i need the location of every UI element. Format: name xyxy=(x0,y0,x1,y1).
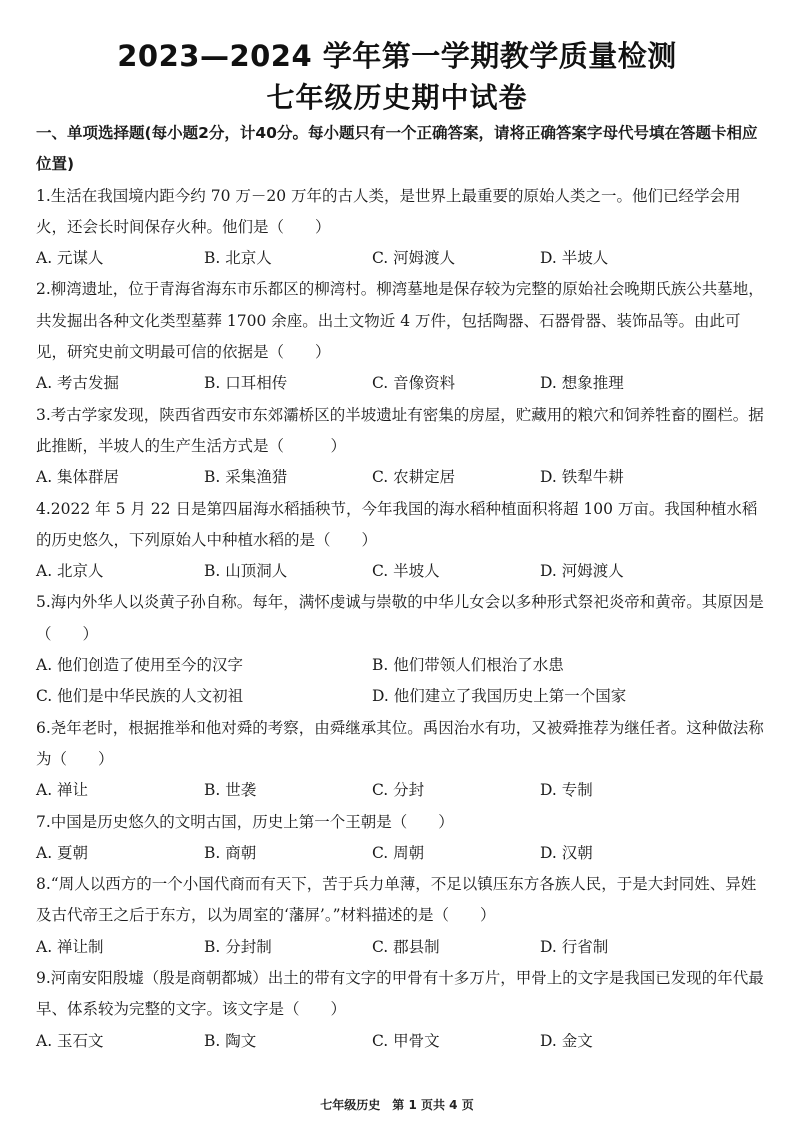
question-stem: 2.柳湾遗址，位于青海省海东市乐都区的柳湾村。柳湾墓地是保存较为完整的原始社会晚期氏族公共墓地，共发掘出各种文化类型墓葬 1700 余座。出土文物近 4 万件，包括陶器、石器骨器、装饰品等。由此可见，研究史前文明最可信的依据是（ ） xyxy=(36,280,764,362)
answer-option: C. 半坡人 xyxy=(372,562,440,581)
option-row xyxy=(36,1026,764,1057)
option-row xyxy=(36,838,764,869)
answer-option: A. 集体群居 xyxy=(36,468,120,487)
answer-option: A. 玉石文 xyxy=(36,1031,104,1050)
answer-option: C. 郡县制 xyxy=(372,937,440,956)
option-row xyxy=(36,775,764,806)
option-row xyxy=(36,681,764,712)
question-stem: 1.生活在我国境内距今约 70 万－20 万年的古人类，是世界上最重要的原始人类之一。他们已经学会用火，还会长时间保存火种。他们是（ ） xyxy=(36,186,741,236)
question-stem: 9.河南安阳殷墟（殷是商朝都城）出土的带有文字的甲骨有十多万片，甲骨上的文字是我国已发现的年代最早、体系较为完整的文字。该文字是（ ） xyxy=(36,969,764,1019)
answer-option: C. 他们是中华民族的人文初祖 xyxy=(36,687,244,706)
answer-option: D. 河姆渡人 xyxy=(540,562,624,581)
exam-title: 2023—2024 学年第一学期教学质量检测 xyxy=(117,39,677,73)
question-5 xyxy=(36,587,764,712)
answer-option: B. 北京人 xyxy=(204,249,272,268)
answer-option: D. 行省制 xyxy=(540,937,609,956)
question-list xyxy=(36,181,764,1057)
question-6 xyxy=(36,713,764,807)
page-footer: 七年级历史 第 1 页共 4 页 xyxy=(320,1098,474,1112)
answer-option: C. 周朝 xyxy=(372,843,425,862)
answer-option: A. 考古发掘 xyxy=(36,374,120,393)
answer-option: D. 金文 xyxy=(540,1031,593,1050)
option-row xyxy=(36,243,764,274)
exam-body xyxy=(36,118,764,1057)
answer-option: B. 商朝 xyxy=(204,843,257,862)
question-1 xyxy=(36,181,764,275)
option-row xyxy=(36,650,764,681)
answer-option: C. 甲骨文 xyxy=(372,1031,440,1050)
question-8 xyxy=(36,869,764,963)
question-stem: 3.考古学家发现，陕西省西安市东郊灞桥区的半坡遗址有密集的房屋，贮藏用的粮穴和饲养牲畜的圈栏。据此推断，半坡人的生产生活方式是（ ） xyxy=(36,405,764,455)
answer-option: D. 想象推理 xyxy=(540,374,624,393)
question-stem: 7.中国是历史悠久的文明古国，历史上第一个王朝是（ ） xyxy=(36,812,454,831)
section-heading: 一、单项选择题(每小题2分，计40分。每小题只有一个正确答案，请将正确答案字母代号填在答题卡相应位置) xyxy=(36,124,758,174)
answer-option: D. 专制 xyxy=(540,781,593,800)
answer-option: D. 半坡人 xyxy=(540,249,609,268)
answer-option: B. 分封制 xyxy=(204,937,272,956)
option-row xyxy=(36,462,764,493)
question-stem: 4.2022 年 5 月 22 日是第四届海水稻插秧节，今年我国的海水稻种植面积将超 100 万亩。我国种植水稻的历史悠久，下列原始人中种植水稻的是（ ） xyxy=(36,499,758,549)
option-row xyxy=(36,368,764,399)
answer-option: B. 世袭 xyxy=(204,781,257,800)
question-stem: 8.“周人以西方的一个小国代商而有天下，苦于兵力单薄，不足以镇压东方各族人民，于是大封同姓、异姓及古代帝王之后于东方，以为周室的‘藩屏’。”材料描述的是（ ） xyxy=(36,875,757,925)
answer-option: A. 元谋人 xyxy=(36,249,104,268)
question-3 xyxy=(36,400,764,494)
answer-option: B. 采集渔猎 xyxy=(204,468,288,487)
answer-option: A. 禅让 xyxy=(36,781,89,800)
answer-option: A. 禅让制 xyxy=(36,937,104,956)
answer-option: B. 陶文 xyxy=(204,1031,257,1050)
question-stem: 6.尧年老时，根据推举和他对舜的考察，由舜继承其位。禹因治水有功，又被舜推荐为继任者。这种做法称为（ ） xyxy=(36,718,764,768)
question-2 xyxy=(36,274,764,399)
answer-option: A. 夏朝 xyxy=(36,843,89,862)
exam-subtitle: 七年级历史期中试卷 xyxy=(266,81,528,114)
answer-option: D. 铁犁牛耕 xyxy=(540,468,624,487)
answer-option: D. 他们建立了我国历史上第一个国家 xyxy=(372,687,627,706)
question-9 xyxy=(36,963,764,1057)
answer-option: C. 河姆渡人 xyxy=(372,249,456,268)
question-4 xyxy=(36,494,764,588)
option-row xyxy=(36,932,764,963)
answer-option: D. 汉朝 xyxy=(540,843,593,862)
question-stem: 5.海内外华人以炎黄子孙自称。每年，满怀虔诚与崇敬的中华儿女会以多种形式祭祀炎帝和黄帝。其原因是（ ） xyxy=(36,593,764,643)
answer-option: C. 农耕定居 xyxy=(372,468,456,487)
answer-option: C. 分封 xyxy=(372,781,425,800)
answer-option: C. 音像资料 xyxy=(372,374,456,393)
answer-option: B. 他们带领人们根治了水患 xyxy=(372,656,564,675)
answer-option: A. 他们创造了使用至今的汉字 xyxy=(36,656,244,675)
answer-option: B. 山顶洞人 xyxy=(204,562,288,581)
option-row xyxy=(36,556,764,587)
answer-option: B. 口耳相传 xyxy=(204,374,288,393)
question-7 xyxy=(36,807,764,870)
answer-option: A. 北京人 xyxy=(36,562,104,581)
